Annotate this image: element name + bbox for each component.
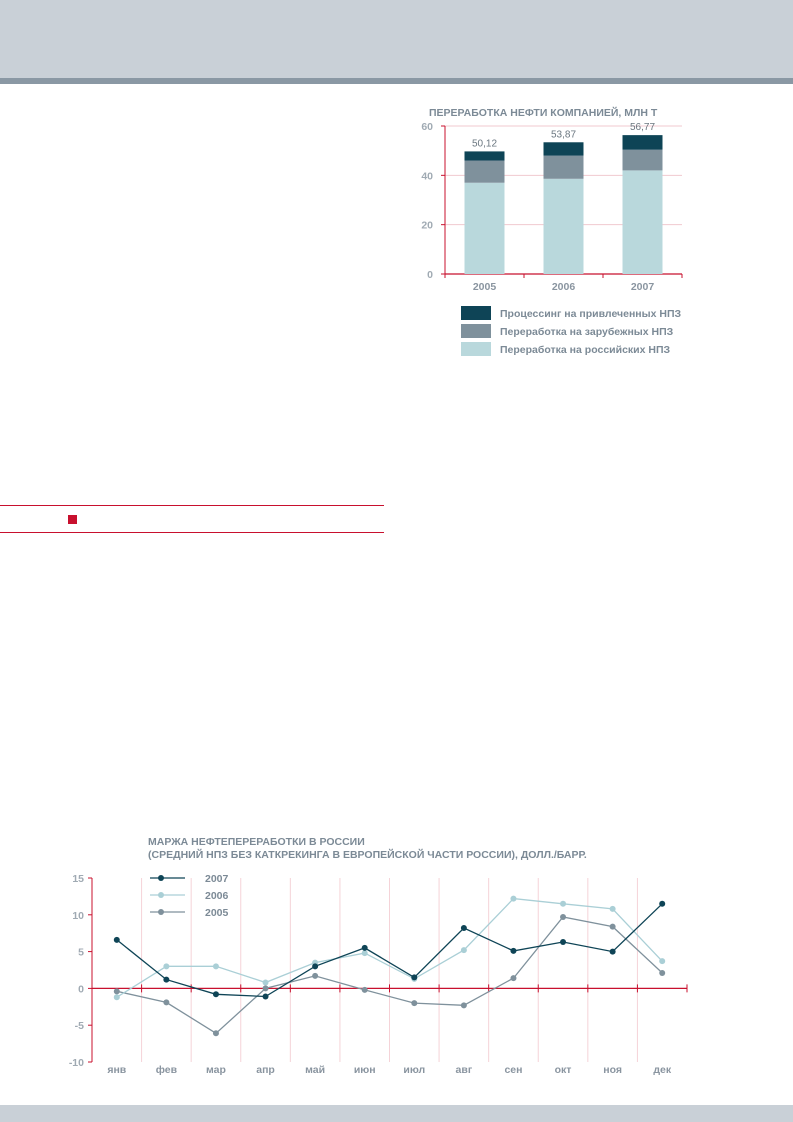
line-point	[659, 958, 665, 964]
line-x-tick-label: окт	[554, 1064, 572, 1076]
bar-x-tick-label: 2006	[551, 281, 576, 293]
line-legend-label: 2006	[205, 890, 229, 902]
line-y-tick-label: -10	[68, 1057, 84, 1069]
line-point	[560, 901, 566, 907]
line-x-tick-label: янв	[107, 1064, 127, 1076]
bar-legend-swatch	[461, 324, 491, 338]
header-rule	[0, 78, 793, 84]
line-y-tick-label: -5	[74, 1020, 84, 1033]
line-point	[461, 1002, 467, 1008]
line-point	[411, 974, 417, 980]
line-point	[510, 896, 516, 902]
line-point	[213, 1030, 219, 1036]
line-point	[411, 1000, 417, 1006]
bar-total-label: 56,77	[629, 122, 656, 134]
line-point	[312, 973, 318, 979]
line-point	[659, 901, 665, 907]
bar-segment	[544, 179, 584, 274]
line-x-tick-label: фев	[155, 1064, 178, 1076]
refining-margin-chart	[55, 830, 695, 1080]
line-legend-marker	[158, 909, 164, 915]
bar-total-label: 50,12	[471, 138, 498, 150]
bar-y-tick-label: 60	[421, 121, 433, 133]
bar-segment	[623, 150, 663, 171]
refining-volume-chart	[400, 100, 700, 370]
line-point	[163, 999, 169, 1005]
bar-chart-title: ПЕРЕРАБОТКА НЕФТИ КОМПАНИЕЙ, МЛН Т	[429, 107, 658, 119]
line-x-tick-label: сен	[504, 1064, 523, 1076]
bar-y-tick-label: 0	[427, 269, 433, 281]
line-point	[610, 906, 616, 912]
line-point	[560, 939, 566, 945]
line-legend-marker	[158, 892, 164, 898]
bar-segment	[465, 161, 505, 183]
line-legend-label: 2007	[205, 873, 229, 885]
line-point	[312, 963, 318, 969]
bar-segment	[623, 135, 663, 150]
bar-segment	[465, 183, 505, 274]
bar-segment	[623, 170, 663, 274]
separator-marker	[68, 515, 77, 524]
bar-x-tick-label: 2005	[472, 281, 497, 293]
bar-legend-swatch	[461, 306, 491, 320]
line-chart-title-2: (СРЕДНИЙ НПЗ БЕЗ КАТКРЕКИНГА В ЕВРОПЕЙСКОЙ ЧАСТИ РОССИИ), ДОЛЛ./БАРР.	[148, 849, 587, 861]
line-point	[163, 977, 169, 983]
line-point	[362, 945, 368, 951]
separator-line-top	[0, 505, 384, 506]
bar-legend-swatch	[461, 342, 491, 356]
line-point	[610, 924, 616, 930]
line-point	[114, 988, 120, 994]
bar-segment	[544, 142, 584, 155]
line-point	[610, 949, 616, 955]
line-point	[163, 963, 169, 969]
line-point	[461, 947, 467, 953]
line-x-tick-label: апр	[256, 1064, 275, 1076]
line-point	[263, 993, 269, 999]
line-x-tick-label: мар	[206, 1064, 226, 1076]
line-y-tick-label: 5	[78, 946, 84, 959]
line-point	[263, 985, 269, 991]
header-band	[0, 0, 793, 78]
line-point	[362, 987, 368, 993]
line-y-tick-label: 0	[78, 983, 84, 996]
footer-band	[0, 1105, 793, 1122]
line-x-tick-label: июн	[353, 1064, 376, 1076]
line-legend-marker	[158, 875, 164, 881]
line-point	[213, 991, 219, 997]
line-point	[510, 975, 516, 981]
bar-segment	[465, 151, 505, 160]
line-y-tick-label: 15	[72, 873, 84, 885]
line-point	[510, 948, 516, 954]
line-x-tick-label: июл	[403, 1064, 426, 1076]
line-chart-title-1: МАРЖА НЕФТЕПЕРЕРАБОТКИ В РОССИИ	[148, 836, 365, 848]
line-point	[560, 914, 566, 920]
line-point	[263, 980, 269, 986]
line-legend-label: 2005	[205, 907, 229, 919]
bar-legend-label: Переработка на зарубежных НПЗ	[500, 326, 674, 338]
bar-legend-label: Переработка на российских НПЗ	[500, 344, 671, 356]
line-point	[114, 994, 120, 1000]
bar-legend-label: Процессинг на привлеченных НПЗ	[500, 308, 682, 320]
line-point	[213, 963, 219, 969]
line-point	[659, 970, 665, 976]
line-x-tick-label: май	[305, 1064, 326, 1076]
line-x-tick-label: дек	[653, 1064, 672, 1076]
bar-segment	[544, 156, 584, 179]
line-point	[362, 950, 368, 956]
line-x-tick-label: авг	[455, 1064, 473, 1076]
line-x-tick-label: ноя	[603, 1064, 622, 1076]
bar-y-tick-label: 40	[421, 170, 433, 183]
bar-y-tick-label: 20	[421, 219, 433, 232]
line-y-tick-label: 10	[72, 909, 84, 922]
line-point	[461, 925, 467, 931]
bar-x-tick-label: 2007	[630, 281, 655, 293]
bar-total-label: 53,87	[550, 129, 577, 141]
line-point	[114, 937, 120, 943]
separator-line-bottom	[0, 532, 384, 533]
